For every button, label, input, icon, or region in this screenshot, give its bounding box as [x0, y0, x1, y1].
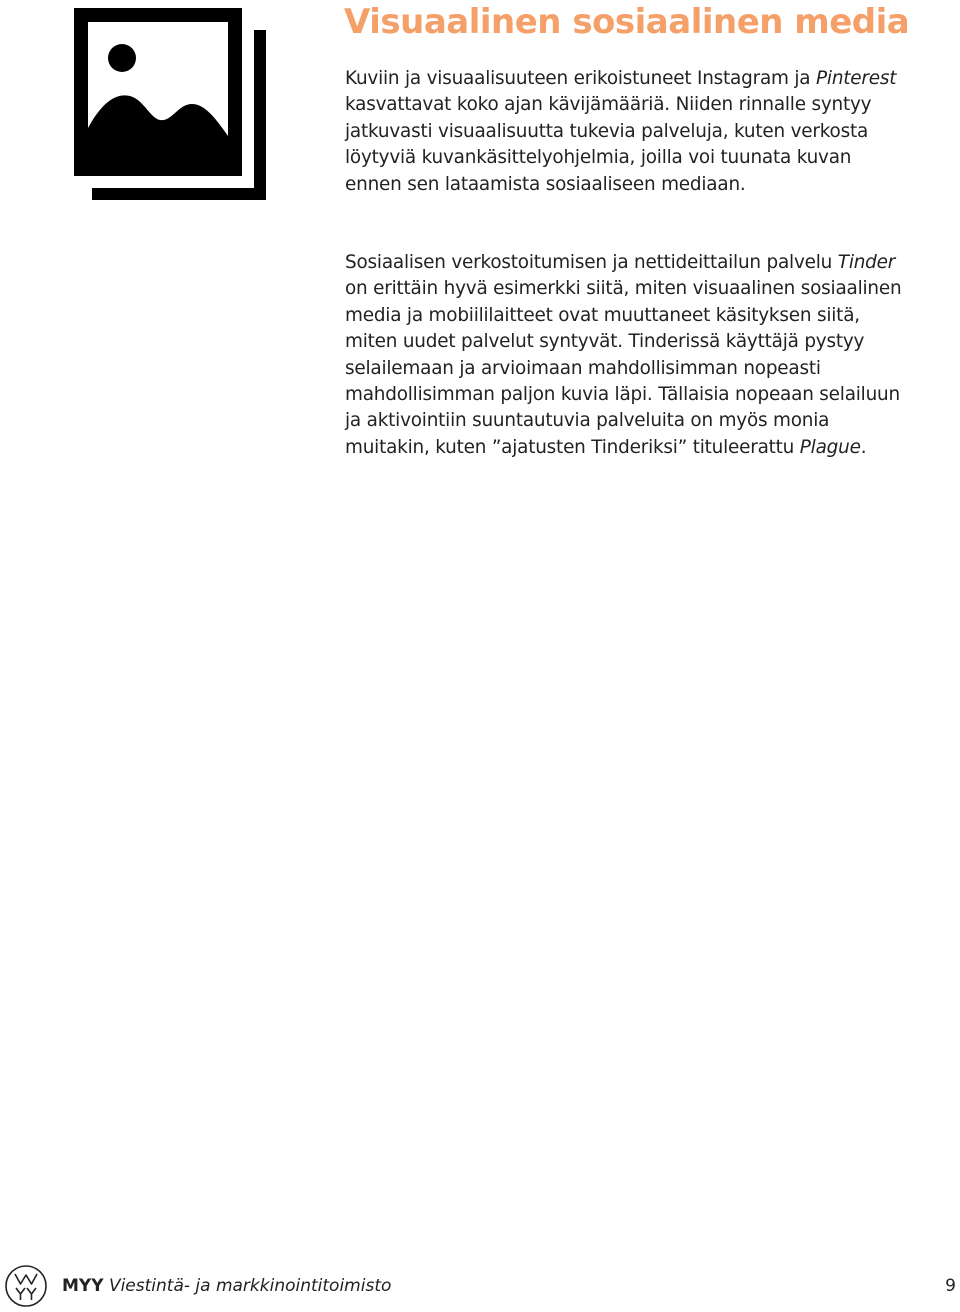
pinterest-mention: Pinterest	[816, 68, 897, 89]
plague-mention: Plague	[799, 436, 861, 458]
footer-tagline: Viestintä- ja markkinointitoimisto	[108, 1276, 392, 1296]
paragraph-visual-services	[345, 66, 905, 198]
footer-company	[62, 1274, 391, 1298]
paragraph-text: Sosiaalisen verkostoitumisen ja nettideittailun palvelu	[345, 252, 838, 273]
footer-brand: MYY	[62, 1276, 104, 1296]
image-gallery-icon	[74, 8, 266, 200]
page-number: 9	[945, 1276, 956, 1296]
paragraph-tinder-example	[345, 250, 905, 461]
paragraph-text: on erittäin hyvä esimerkki siitä, miten visuaalinen sosiaalinen media ja mobiililaitteet ovat muuttaneet käsityksen siitä, miten uudet palvelut syntyvät. Tinderissä käyttäjä pystyy selailemaan ja arvioimaan mahdollisimman nopeasti mahdollisimman paljon kuvia läpi. Tällaisia nopeaan selailuun ja aktivointiin suuntautuvia palveluita on myös monia muitakin, kuten ”ajatusten Tinderiksi” tituleerattu	[345, 278, 902, 458]
page-title: Visuaalinen sosiaalinen media	[344, 2, 910, 42]
paragraph-text: .	[860, 436, 867, 458]
paragraph-text: Kuviin ja visuaalisuuteen erikoistuneet Instagram ja	[345, 68, 817, 89]
myy-logo	[4, 1264, 48, 1308]
paragraph-text: kasvattavat koko ajan kävijämääriä. Niiden rinnalle syntyy jatkuvasti visuaalisuutta tukevia palveluja, kuten verkosta löytyviä kuvankäsittelyohjelmia, joilla voi tuunata kuvan ennen sen lataamista sosiaaliseen mediaan.	[345, 94, 872, 195]
tinder-mention: Tinder	[837, 252, 896, 273]
